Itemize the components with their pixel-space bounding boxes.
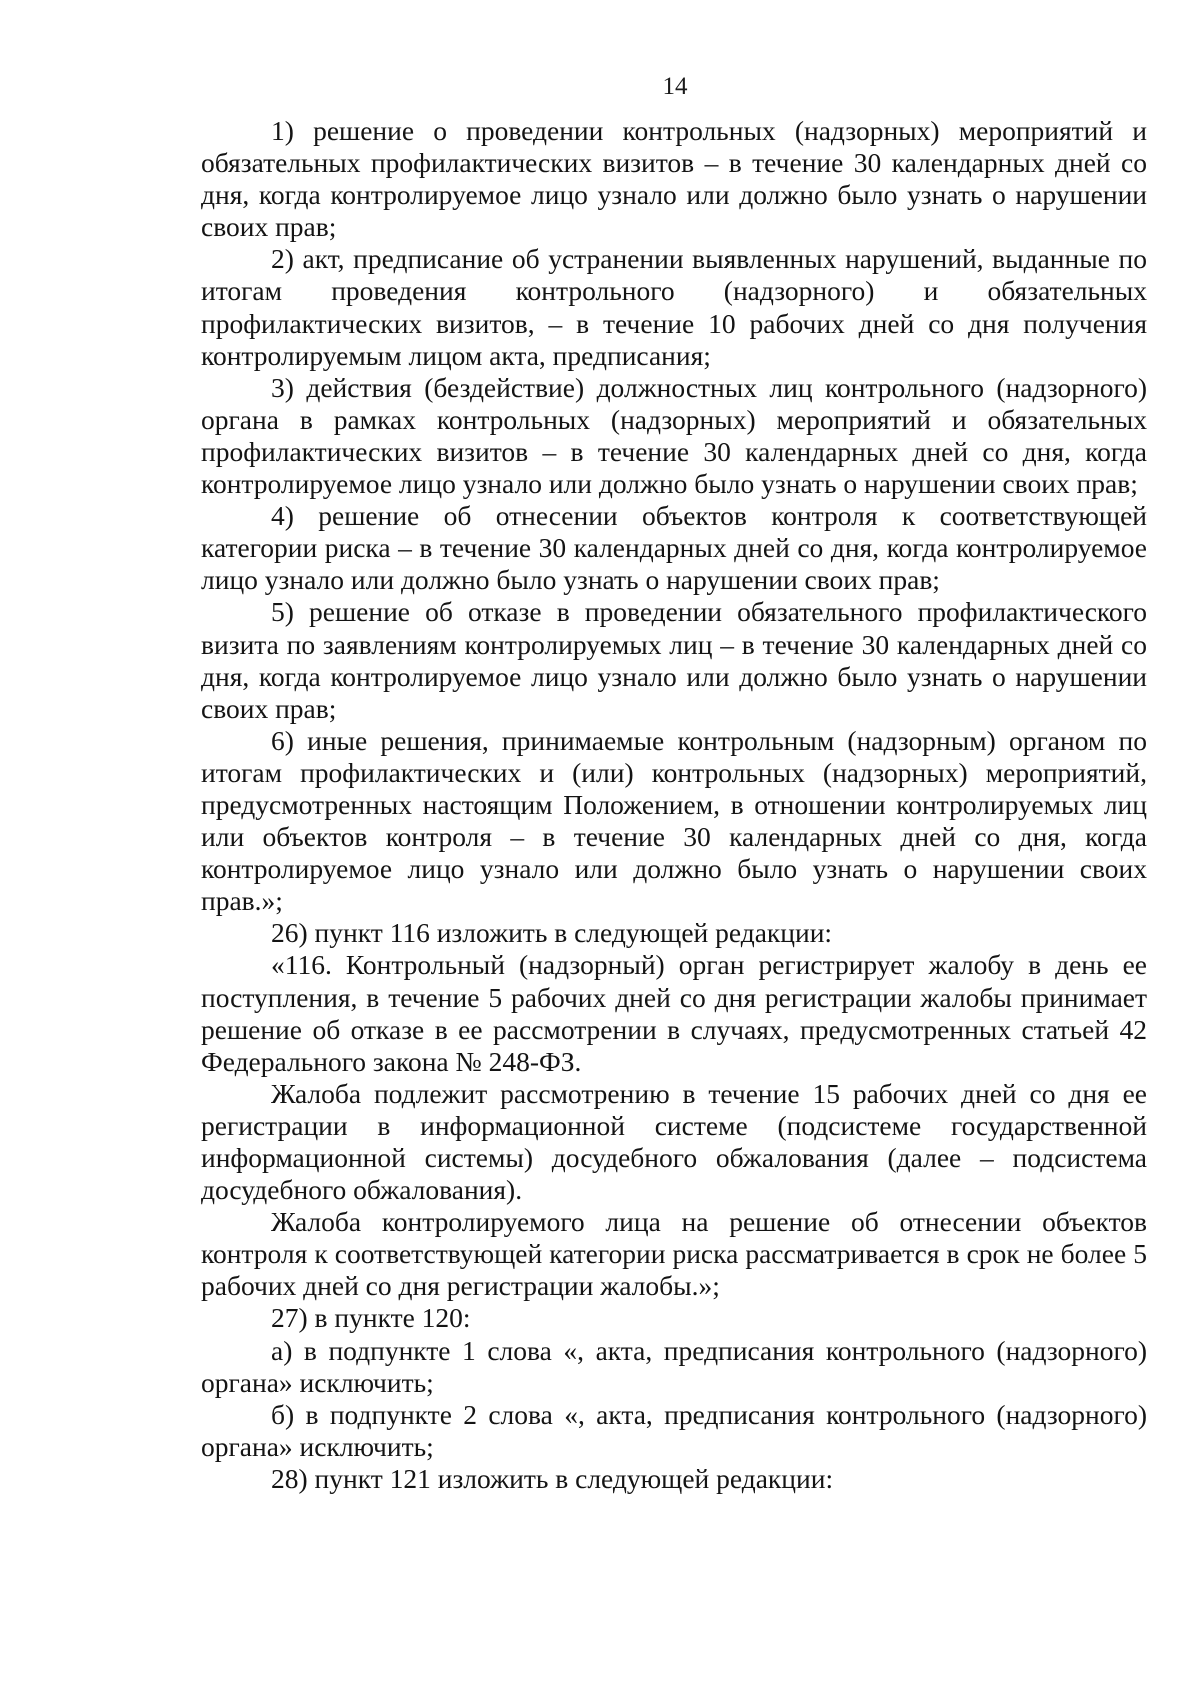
paragraph-item-1: 1) решение о проведении контрольных (надзорных) мероприятий и обязательных профилактических визитов – в течение 30 календарных дней со дня, когда контролируемое лицо узнало или должно было узнать о нарушении своих прав;	[201, 115, 1147, 243]
paragraph-subpoint-a: а) в подпункте 1 слова «, акта, предписания контрольного (надзорного) органа» исключить;	[201, 1334, 1147, 1398]
document-body	[201, 115, 1147, 1495]
paragraph-item-4: 4) решение об отнесении объектов контроля к соответствующей категории риска – в течение 30 календарных дней со дня, когда контролируемое лицо узнало или должно было узнать о нарушении своих прав;	[201, 500, 1147, 596]
paragraph-point-116-text: «116. Контрольный (надзорный) орган регистрирует жалобу в день ее поступления, в течение 5 рабочих дней со дня регистрации жалобы принимает решение об отказе в ее рассмотрении в случаях, предусмотренных статьей 42 Федерального закона № 248-ФЗ.	[201, 949, 1147, 1077]
paragraph-subpoint-b: б) в подпункте 2 слова «, акта, предписания контрольного (надзорного) органа» исключить;	[201, 1398, 1147, 1462]
paragraph-point-28: 28) пункт 121 изложить в следующей редакции:	[271, 1462, 834, 1494]
paragraph-point-26: 26) пункт 116 изложить в следующей редакции:	[271, 917, 833, 949]
paragraph-point-27: 27) в пункте 120:	[271, 1302, 471, 1334]
page-number: 14	[662, 73, 688, 100]
paragraph-item-3: 3) действия (бездействие) должностных лиц контрольного (надзорного) органа в рамках контрольных (надзорных) мероприятий и обязательных профилактических визитов – в течение 30 календарных дней со дня, когда контролируемое лицо узнало или должно было узнать о нарушении своих прав;	[201, 371, 1147, 500]
paragraph-complaint-risk: Жалоба контролируемого лица на решение об отнесении объектов контроля к соответствующей категории риска рассматривается в срок не более 5 рабочих дней со дня регистрации жалобы.»;	[201, 1206, 1147, 1302]
paragraph-item-6: 6) иные решения, принимаемые контрольным (надзорным) органом по итогам профилактических и (или) контрольных (надзорных) мероприятий, предусмотренных настоящим Положением, в отношении контролируемых лиц или объектов контроля – в течение 30 календарных дней со дня, когда контролируемое лицо узнало или должно было узнать о нарушении своих прав.»;	[201, 724, 1147, 917]
paragraph-complaint-term: Жалоба подлежит рассмотрению в течение 15 рабочих дней со дня ее регистрации в информационной системе (подсистеме государственной информационной системы) досудебного обжалования (далее – подсистема досудебного обжалования).	[201, 1077, 1147, 1206]
paragraph-item-5: 5) решение об отказе в проведении обязательного профилактического визита по заявлениям контролируемых лиц – в течение 30 календарных дней со дня, когда контролируемое лицо узнало или должно было узнать о нарушении своих прав;	[201, 596, 1147, 724]
paragraph-item-2: 2) акт, предписание об устранении выявленных нарушений, выданные по итогам проведения контрольного (надзорного) и обязательных профилактических визитов, – в течение 10 рабочих дней со дня получения контролируемым лицом акта, предписания;	[201, 243, 1147, 371]
